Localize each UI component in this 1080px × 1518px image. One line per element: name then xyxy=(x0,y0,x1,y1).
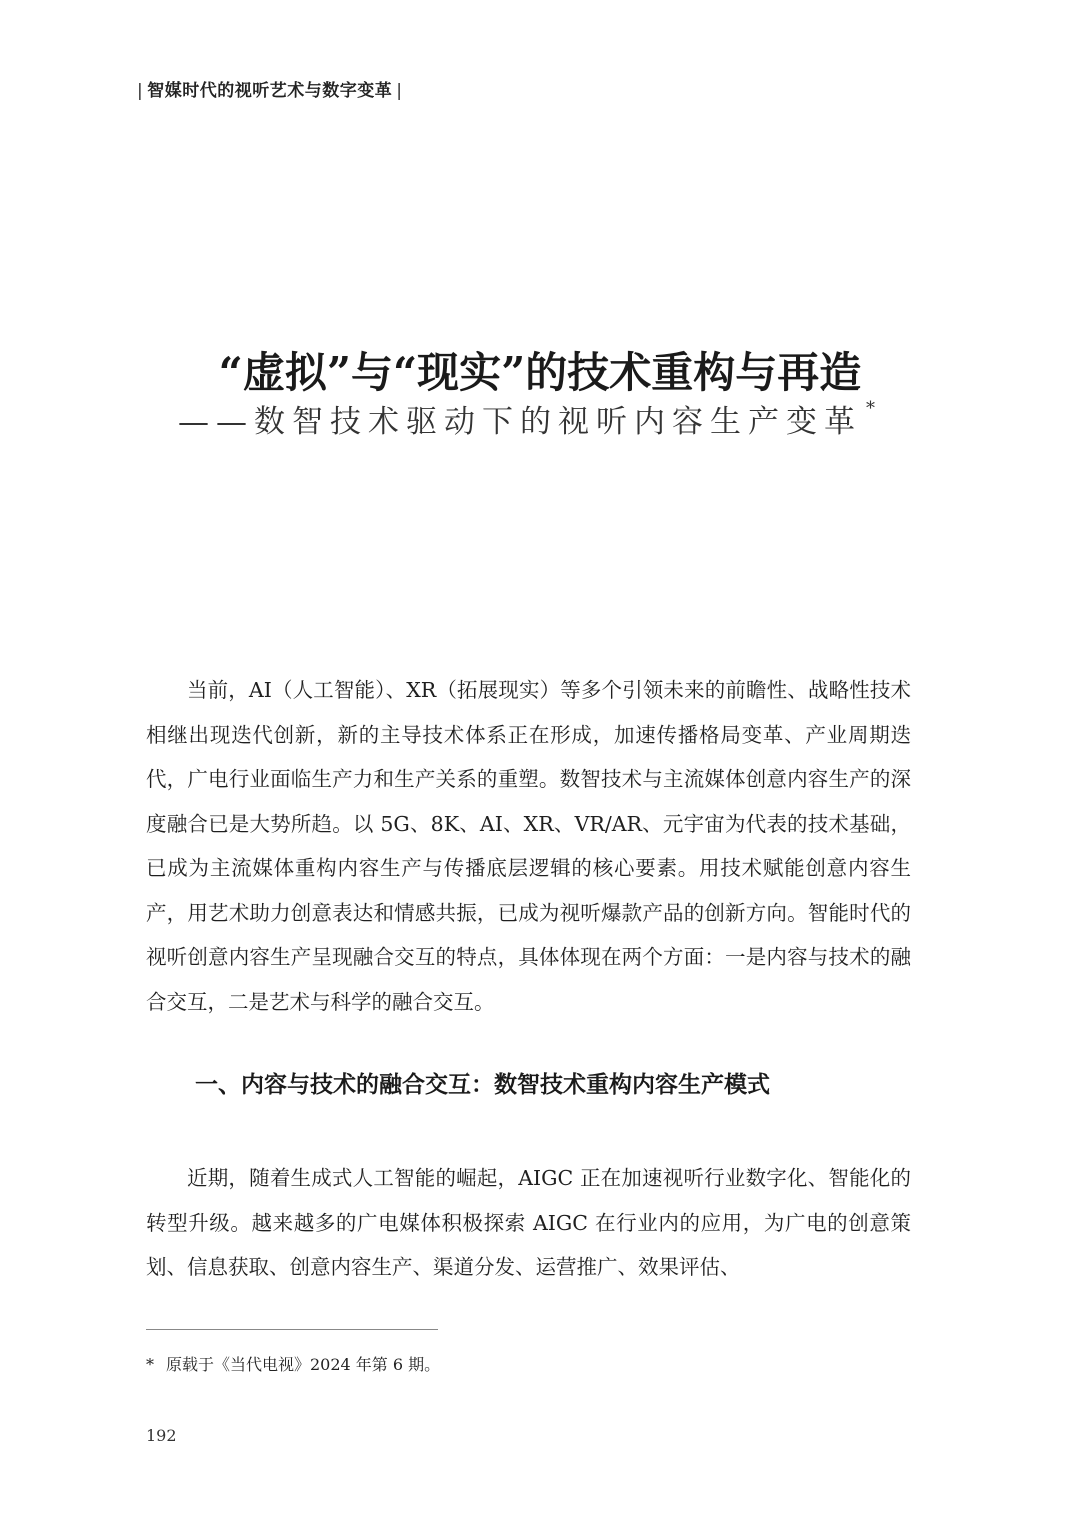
footnote-reference-mark: * xyxy=(866,398,875,419)
section-heading-1: 一、内容与技术的融合交互：数智技术重构内容生产模式 xyxy=(195,1072,770,1098)
header-bar-left: | xyxy=(137,81,144,101)
running-header xyxy=(133,76,406,101)
article-subtitle: ——数智技术驱动下的视听内容生产变革 xyxy=(178,404,862,440)
body-paragraph-1: 当前，AI（人工智能）、XR（拓展现实）等多个引领未来的前瞻性、战略性技术相继出现迭代创新，新的主导技术体系正在形成，加速传播格局变革、产业周期迭代，广电行业面临生产力和生产关系的重塑。数智技术与主流媒体创意内容生产的深度融合已是大势所趋。以 5G、8K、AI、XR、VR/AR、元宇宙为代表的技术基础，已成为主流媒体重构内容生产与传播底层逻辑的核心要素。用技术赋能创意内容生产，用艺术助力创意表达和情感共振，已成为视听爆款产品的创新方向。智能时代的视听创意内容生产呈现融合交互的特点，具体体现在两个方面：一是内容与技术的融合交互，二是艺术与科学的融合交互。 xyxy=(146,678,911,1014)
header-bar-right: | xyxy=(396,81,403,101)
footnote xyxy=(146,1352,440,1375)
article-title: “虚拟”与“现实”的技术重构与再造 xyxy=(218,348,862,397)
footnote-mark: * xyxy=(146,1355,154,1374)
page-number: 192 xyxy=(146,1426,177,1445)
article-subtitle-block xyxy=(178,396,875,441)
running-title: 智媒时代的视听艺术与数字变革 xyxy=(147,81,393,101)
footnote-text: 原载于《当代电视》2024 年第 6 期。 xyxy=(166,1355,441,1374)
body-paragraph-2: 近期，随着生成式人工智能的崛起，AIGC 正在加速视听行业数字化、智能化的转型升级。越来越多的广电媒体积极探索 AIGC 在行业内的应用，为广电的创意策划、信息获取、创意内容生产、渠道分发、运营推广、效果评估、 xyxy=(146,1166,911,1279)
footnote-divider xyxy=(146,1329,438,1330)
